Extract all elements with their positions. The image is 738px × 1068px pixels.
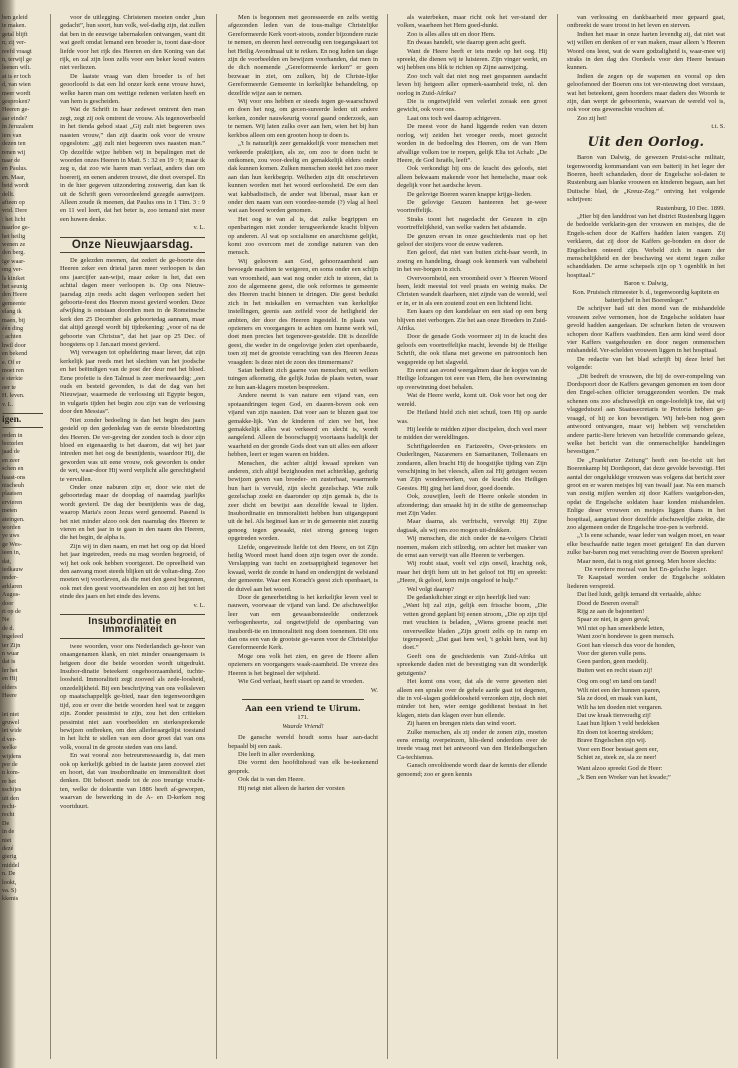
paragraph: Het komt ons voor, dat als de verre geweten niet alleen een sprake over de gehele aarde gaat tot degenen, die in vol-slagen goddeloosheid verzonken zijn, doch niet minder tot hen, wier eenige goddienst bestaat in het klagen, niets dan klagen over hun ellende. xyxy=(397,678,547,719)
paragraph: Indien het maar in onze harten levendig zij, dat niet wat wij willen en denken of er van maken, maar alleen 's Heeren Woord ons leest, wat de ware godzaligheid is, waar-mee wij straks in den dag des Oordeels voor den Heere bestaan kunnen. xyxy=(567,30,725,72)
cutoff-line: e sterkte xyxy=(2,375,23,383)
cutoff-line: ier Zijn xyxy=(2,641,21,649)
cutoff-line: en Hij xyxy=(2,675,18,683)
cutoff-line: orden in xyxy=(2,431,23,439)
cutoff-line: den Heere xyxy=(2,291,28,299)
paragraph: Ook dat is van den Heere. xyxy=(238,776,305,784)
paragraph: Door de geneerbeiding is het kerkelijke leven veel te nauwen, voorwaar de vijand van land. De afschuwelijke leer van een gewaasbonsteelde onderzoek verbogenheerte, zal ongetwijfeld de openbaring van insubordi-tie en immoraliteit nog doen toenemen. Dit ons dan ons een van de grootste ge-varen voor de Christelijke Gereformeerde Kerk. xyxy=(228,594,378,652)
paragraph: Een geloof, dat niet van buiten zicht-baar wordt, in zoeing en handeling, draagt ook kenmerk van valbeheid in het ver-borgen in zich. xyxy=(397,249,547,274)
cutoff-line: iet wide xyxy=(2,727,22,735)
paragraph: Dat lied luidt, gelijk iemand dit vertaalde, aldus: xyxy=(577,591,702,599)
signature: Baron v. Dalwig, xyxy=(624,280,668,288)
cutoff-line: meten xyxy=(2,507,18,515)
paragraph: Een kaars op den kandelaar en een stad op een berg blijven niet verborgen. Zie het aan onze Broeders in Zuid-Afrika. xyxy=(397,308,547,333)
cutoff-line: d ver- xyxy=(2,735,17,743)
paragraph: Zoo is alles alles uit en door Hem. xyxy=(407,30,496,38)
paragraph: Die is ongetwijfeld ven velerlei zoraak een groot gewicht, ook voor ons. xyxy=(397,98,547,114)
cutoff-line: afteen op xyxy=(2,198,25,206)
cutoff-heading: igen. xyxy=(2,413,43,427)
cutoff-line: Augus- xyxy=(2,591,21,599)
poem-line: Brave Engelschen zijn wij. xyxy=(577,737,647,745)
paragraph: En wat vooral zoo betreurenswaardig is, dat men ook op kerkelijk gebied in de laatste jaren zooveel ziet en hoort, dat van insubordinatie en immoraliteit doet denken. Dit behoort mede tot de zoo treurige vrucht-ten, welke de doleantie van 1886 heeft af-geworpen, waarvan de bewerking in de A- en D-kerken nog voortduurt. xyxy=(60,752,205,810)
poem-line: Voor der gieren vulle pens. xyxy=(577,650,647,658)
cutoff-line: reefd vraagt xyxy=(2,47,32,55)
cutoff-line: : het licht xyxy=(2,215,26,223)
paragraph: Indien de zegen op de wapenen en vooral op den geloofsmoed der Boeren ons tot ver-nieuwing doet verstaan, wat het beteekent, geen hoorders maar daders des Woords te zijn, dan werpt de geboortenis, waarvan de wereld vol is, ook voor ons gewenschte vruchten af. xyxy=(567,72,725,114)
cutoff-line: welke xyxy=(2,744,17,752)
poem-line: Dat uw kraak tienvoudig zij! xyxy=(577,711,652,719)
cutoff-line: ge Wes- xyxy=(2,540,22,548)
paragraph: Moge ons volk het zien, en geve de Heere allen opzieners en voorgangers waak-zaamheid. De vreeze des Heeren is het beginsel der wijsheid. xyxy=(228,652,378,677)
column-divider xyxy=(387,14,388,1059)
cutoff-line: beid wordt xyxy=(2,182,29,190)
cutoff-line: onder- xyxy=(2,574,19,582)
paragraph: Wij roubt staat, voelt vel zijn onwil, krachtig ook, maar het drijft hem uit in het geloof tot Hij en spreekt: „Heere, ik geloof, kom mijn ongeloof te hulp.” xyxy=(397,560,547,585)
paragraph: Gansch onvoldoende wordt daar de kennis der ellende genoemd; zoo er geen kennis xyxy=(397,762,547,778)
paragraph: De laatste vraag van dien broeder is of het geoorloofd is dat een lid onzer kerk eene vrouw huwt, welke haren man om wettige redenen verlaten heeft en van hem is gescheiden. xyxy=(60,72,205,106)
paragraph: Het oog te van al is, dat zulke begrippen en openbaringen niet zonder terugwerkende kracht blijven op anderen. Al wat op socialisme en anarchisme gelijkt, komt zoo overcom met de zondige naturen van den mensch. xyxy=(228,215,378,257)
cutoff-line: plaatsen xyxy=(2,490,23,498)
cutoff-line: ateingen. xyxy=(2,515,25,523)
cutoff-line: dat is xyxy=(2,658,16,666)
cutoff-line: recht xyxy=(2,811,15,819)
paragraph: Zulke menschen, als zij onder de zonen zijn, moeten eens ernstig overpeinzen, hlis-dend onderdom over de treede vraag met het antwoord van den Heidelbergschen Ca-techismus. xyxy=(397,728,547,761)
cutoff-line: ler het xyxy=(2,666,18,674)
cutoff-line: d, van wien xyxy=(2,81,31,89)
paragraph: Wie God verlaat, heeft staart op zand te vroeden. xyxy=(238,678,364,686)
cutoff-line: ingeleed xyxy=(2,633,23,641)
cutoff-line: Ne xyxy=(2,616,10,624)
paragraph: „'t Is natuurlijk zeer gemakkelijk voor menschen met verkeerde praktijken, als ze, om zoo te doen tucht te ontkomen, zou voor-deelig en gemakkelijk elders onder dak kunnen komen. Zulken menschen steekt het zoo meer aan dan hun kerkbegrip. Welheden zijn dit onschrieven kunnen worden met het woord eerloosheid. De een dan wat kabbadistisch, de ander wat liberaal, maar kan er onder den naam van een voordee-nemde (?) vlag al heel wat aan boord worden genomen. xyxy=(228,140,378,215)
cutoff-line: wijdens xyxy=(2,752,22,760)
paragraph: Wij voor ons hebben er steeds tegen ge-waarschuwd en doen het nog, om gecen-sureerde leden uit andere kerken, zonder nauwkeurig vooraf gaand onderzoek, aan te nemen. Wij laten zulks over aan hen, wien het bij hun kerkbos alleen om een grooten hoop te doen is. xyxy=(228,98,378,139)
cutoff-line: en Paulus. xyxy=(2,165,28,173)
poem-line: Oog om oog! en tand om tand! xyxy=(577,678,657,686)
paragraph: Niet zonder bedoeling is dan het begin des jaars gesteld op den gedenkdag van de eerste bloedstorting des Heeren. De ver-geving der zonden toch is door zijn bloed en eigenaardig is het daarom, dat wij het jaar intreden met het oog de besnijdenis, waardoor Hij, die geworden was uit eene vrouw, ook geworden is onder de wet, waar-door Hij werd verplicht alle gerechtigheid te vervullen. xyxy=(60,416,205,483)
paragraph: Door de genade Gods voormeer zij in de kracht des geloofs een voortreffelijke macht, levende bij de Heilige Schrift, die ook tilana met gewone en patroontoch hen wegspreide op het slagveld. xyxy=(397,333,547,366)
paragraph: „'t Is eene schande, waar leder van walgen moet, en waar elke beschaafde natie tegen moet getuigen! En dan durven zulke bar-baren nog met verachting over de Boeren spreken! xyxy=(567,532,725,557)
cutoff-line: gierig xyxy=(2,853,17,861)
column-4 xyxy=(567,14,725,1059)
cutoff-line: gesproken? xyxy=(2,98,31,106)
poem-line: En doen tot koering strekken; xyxy=(577,728,654,736)
paragraph: De meest voor de hand liggende reden van dezen oorlog, wij zeiden het vroeger reeds, moet gezocht worden in de bedoeling des Heeren, om de van Hem afvallige volken toe te roepen, gelijk Elia tot Achab: „De Heere, de God Israëls, leeft”. xyxy=(397,123,547,164)
paragraph: De gansche wereld houdt soms haar aan-dacht bepaald bij een zaak. xyxy=(228,734,378,750)
cutoff-line: wenen ze xyxy=(2,240,26,248)
signature: t.t. S. xyxy=(711,123,725,131)
poem-line: Wil niet op han smeekbede letten, xyxy=(577,624,665,632)
cutoff-line: ben geleid xyxy=(2,14,28,21)
paragraph: Zijn wij in dien naam, en met het oog op dat bloed het jaar ingetreden, reeds nu mag worden begroeid, of wij het ook ook hebben voortgezet. De opreelheid van den aanvang moet steeds blijken uit de voltan-ding. Zoo moeten wij voortleven, als die met den geest begonnen, ook met den geest voortwandelen en zoo zij het tot het einde des jaars en het einde des levens. xyxy=(60,542,205,601)
cutoff-line: en. Maar, xyxy=(2,173,26,181)
cutoff-line: hwil door xyxy=(2,341,26,349)
paragraph: Zoo zij het! xyxy=(577,114,608,122)
cutoff-line: De xyxy=(2,819,10,827)
paragraph: Baron van Dalwig, de gewezen Pruisi-sche militair, tegenwoordig kommandant van een batterij in het leger der Boeren, heeft schandaden, door de Engelsche sol-daten te Rustenburg aan blanke vrouwen en kinderen begaan, aan het Duitsche blad, de „Kreuz-Zeg.” ontving het volgende schrijven: xyxy=(567,154,725,204)
poem-line: Buiten wet en recht staan zij! xyxy=(577,666,653,674)
column-divider xyxy=(216,14,217,1059)
cutoff-line: het seunig xyxy=(2,283,28,290)
column-divider xyxy=(50,14,51,1059)
paragraph: De schrijver had uit den mond van de mishandelde vrouwen zelve vernomen, hoe de Engelsche soldaten haar gevold hadden aangedaan. De schurken lieten de vrouwen schopen door Kaffers vastbinden. Een arm kind werd door vier Kaffers vastgehouden en door negen onmenschen mishandeld. Ver-schelden vrouwen liggen in het hospitaal. xyxy=(567,305,725,355)
article-heading-nieuwjaarsdag: Onze Nieuwjaarsdag. xyxy=(60,237,205,253)
cutoff-line: ieen in, xyxy=(2,549,21,557)
cutoff-line: meer wordt xyxy=(2,89,31,97)
cutoff-line: v. L. xyxy=(2,400,14,408)
poem-line: Want zoo'n hondevee is geen mensch. xyxy=(577,633,675,641)
cutoff-line: het heilig xyxy=(2,232,26,240)
cutoff-line: aar einde? xyxy=(2,114,28,122)
paragraph: De geuzen ervan in onze geschiedenis rust op het geloof der stoijers voor de eeuw vaderen. xyxy=(397,232,547,248)
paragraph: „Dit bedreft de vrouwen, die bij de over-rompeling van Dordspoort door de Kaffers gevangen genomen en toen door den Engel-schen officier teruggezonden worden. De mak schenen ons zoo afschuwelijk en onge-loofelijk toe, dat wij vlaggeduiszel aan Staatssecretaris te Pretoria hebben ge-vraagd, of hij ze kon bevestigen. Wij heb-ben nog geen antwoord ontvangen, maar wij hebben wij verscheiden andere partic-liere brieven van hetzelfde commando geleze, welke het bericht van die onmenschelijke handelingen bevestigen.” xyxy=(567,372,725,456)
cutoff-line: dellt. xyxy=(2,190,15,198)
cutoff-line: naar de xyxy=(2,156,21,164)
paragraph: Onder onze naburen zijn er, door wie niet de geboortedag maar de doopdag of naamdag jaarlijks wordt gevierd. De dag der besnijdenis was de dag, waarop Maria's zoon Jezus werd genoemd. Pasend is het niet minder alzoo ook den naamdag des Heeren te vieren en het jaar in te gaan in den naam des Heeren, die het begin, de alpha is. xyxy=(60,483,205,542)
cutoff-line: leenen wilt. xyxy=(2,64,31,72)
poem-line: Dood de Boeren overal! xyxy=(577,599,640,607)
article-heading-oorlog: Uit den Oorlog. xyxy=(587,134,705,150)
signature: W. xyxy=(370,686,378,694)
poem-line: Schiet ze, steek ze, sla ze neer! xyxy=(577,753,657,761)
paragraph: Straks toont het nagedacht der Geuzen in zijn voortreffelijkheid, van welke vaders het afstamde. xyxy=(397,215,547,232)
letter-number: 171. xyxy=(297,714,309,722)
poem-line: Spaar ze niet, in geen geval; xyxy=(577,616,650,624)
poem-line: Voor een Boer bestaat geen eer, xyxy=(577,745,659,753)
cutoff-line: e. Of er xyxy=(2,358,21,366)
poem-line: Gooi han vleesch dus voor de honden, xyxy=(577,641,676,649)
cutoff-line: worden xyxy=(2,523,21,531)
cutoff-line: iers van xyxy=(2,131,22,139)
cutoff-line: Heeren ge- xyxy=(2,106,30,114)
cutoff-line: maen, bij xyxy=(2,316,26,324)
paragraph: twee woorden, voor ons Nederlandsch ge-hoor van onaangenamen klank, en niet minder onaangenaam is hetgeen door die beide woorden wordt uitgedrukt. Insubor-dinatie beteekent ongehoorzaamheid, tuchte-loosheid. Immoraliteit zegt zooveel als zede-loosheid, onzedelijkheid. Bij een beschrijving van ons volksleven op maatschappelijk ge-bied, naar den tegenwoordigen tijd, zou er over die beide woorden heel wat te zeggen zijn. Zonder pessimist te zijn, zou het den critieken pessimist niet aan voorbeelden en sterkesprekende bewijzen ontbreken, om den allerleraargelijst toestand in het licht te stellen van een door groei dat van ons volk, vooral in de groote steden van ons land. xyxy=(60,642,205,751)
paragraph: En eerst aan avond weergalmen daar de kopjes van de Heilige lofzangen tot eere van Hem, die hen overwinning op overwinning doet behalen. xyxy=(397,367,547,391)
paragraph: Wij verwagen tot opheldering maar liever, dat zijn kerkelijk jaar reeds met het slechten van het joodsche en het beëindigen van de post der deur met het bloed. Eene profetie is den Talmud is zeer merkwaardig: „een ouds en besteid gevonden, is dat de dag van het Nieuwjaar, waarmede de verlossing uit Egypte begon, in vulgaris tijden het begin zou zijn van de verlossing door den Messias”. xyxy=(60,349,205,416)
salutation: Waarde Vriend! xyxy=(282,722,324,730)
paragraph: Die vormt den hoofdinhoud van elk be-teekenend gesprek. xyxy=(228,759,378,775)
cutoff-line: elders xyxy=(2,683,17,691)
cutoff-line: elang ik xyxy=(2,308,22,316)
cutoff-line: één ding xyxy=(2,325,24,333)
paragraph: De gedankdichter zingt er zijn heerlijk lied van: xyxy=(407,594,531,602)
cutoff-line: ige waar- xyxy=(2,257,26,265)
cutoff-line: gemeente xyxy=(2,299,26,307)
cutoff-lines xyxy=(2,14,43,904)
paragraph: Hij leefde te midden zijner discipelen, doch veel meer te midden der wereldlingen. xyxy=(397,425,547,442)
signature: v. L. xyxy=(193,601,205,609)
cutoff-line: va. S) xyxy=(2,887,17,895)
cutoff-line: arklaren xyxy=(2,582,23,590)
paragraph: Geeft ons de geschiedenis van Zuid-Afrika uit spreekende daden niet de bevestiging van dit wonderlijk getuigenis? xyxy=(397,652,547,677)
paragraph: Die leeft in aller overdenking. xyxy=(238,750,316,758)
cutoff-line: Heere xyxy=(2,692,17,700)
dateline: Rustenburg, 10 Dec. 1899. xyxy=(656,204,725,212)
paragraph: Overvoornheid, een vroomheid over 's Heeren Woord heen, leidt meestal tot veel praats en weinig maks. De Christen wandelt daarheen, niet zijnde van de wereld, wel er in, er in als een zoutend zout en een lichtend licht. xyxy=(397,274,547,307)
poem-line: Geen pardon, geen medelij. xyxy=(577,658,648,666)
paragraph: De redactie van het blad schrijft bij deze brief het volgende: xyxy=(567,355,725,372)
cutoff-line: re het xyxy=(2,777,16,785)
paragraph: De gelovige Geuzen hanteeren het ge-weer voortreffelijk. xyxy=(397,198,547,215)
signature-title: Kon. Pruisisch ritmeester b. d., tegenwoordig kapitein en batterijchef in het Boerenleger.” xyxy=(572,288,720,304)
paragraph: Men is begonnen met georesseerde en zelfs wettig afgezonden leden van de tous-malige Christelijke Gereformeerde Kerk voort-stoots, zonder bijzondere ruzie te nemen, en deeren heel eenvoudig een toegangskaart tot het Heilig Avondmaal uit te reiken. En nog luden tan dage zijn de voorbeelden en bewijzen voorhanden, dat men in de dich noemende „Gereformeerde kerken” er geen bezwaar in ziet, om zulken, bij de Christe-lijke Gereformeerde Gemeente in kerkelijke behandeling, op dezelfde wijze aan te nemen. xyxy=(228,14,378,97)
cutoff-line: lookt, xyxy=(2,878,17,886)
cutoff-line: por de xyxy=(2,760,18,768)
cutoff-line: dezen ten xyxy=(2,140,26,148)
column-cutoff xyxy=(2,14,43,1059)
article-heading-vriend: Aan een vriend te Uirum. xyxy=(245,702,361,713)
cutoff-line: oer te xyxy=(2,383,16,391)
cutoff-line: niet xyxy=(2,836,12,844)
paragraph: De Heiland hield zich niet schuil, toen Hij op aarde was. xyxy=(397,409,547,425)
column-1 xyxy=(60,14,205,1059)
cutoff-line: moet ren xyxy=(2,367,24,375)
cutoff-line: recht- xyxy=(2,802,17,810)
column-3 xyxy=(397,14,547,1059)
cutoff-line: n. De xyxy=(2,870,16,878)
poem-line: Laat hun lijken 't veld bedekken xyxy=(577,720,660,728)
cutoff-line: dezé xyxy=(2,845,14,852)
cutoff-line: jaad de xyxy=(2,448,20,456)
column-2 xyxy=(228,14,378,1059)
cutoff-line: iedkauw xyxy=(2,566,23,573)
cutoff-line: H. leven. xyxy=(2,392,25,400)
cutoff-line: en zeer xyxy=(2,456,20,464)
paragraph: voor de uitlegging. Christenen moeten onder „hun gedacht”, hun soort, hun volk, wel-dadig zijn, dat zullen dat ben in de eeuwige tabernakelen ontvangen, want dit wat geeft omdat lemand een broeder is, toont daar-door liefde voor het rijk des Heeren en den Koning van dat rijk, en zal zijn loon zelfs voor een beker koud waters niet verliezen. xyxy=(60,14,205,72)
cutoff-line: n kom- xyxy=(2,769,20,777)
cutoff-line: in Jeruzalem xyxy=(2,123,34,131)
paragraph: Maar neen, dat is nog niet genoeg. Men hoore slechts: xyxy=(577,557,717,565)
subheading: De verdere moraal van het En-gelsche leger. xyxy=(584,566,708,573)
cutoff-line: uit den xyxy=(2,794,20,802)
cutoff-line: ye uws xyxy=(2,532,20,540)
cutoff-line: ri op de xyxy=(2,608,21,616)
column-divider xyxy=(557,14,558,1059)
poem-line: Sla ze dood, en maak van kant, xyxy=(577,695,658,703)
poem-line: Wilt niet een der hunnen sparen, xyxy=(577,686,661,694)
paragraph: Ook verkondigt hij ons de kracht des geloofs, niet alleen bekwaam makende voor het hemelsche, maar ook degelijk voor het aardsche leven. xyxy=(397,165,547,190)
signature: v. L. xyxy=(193,224,205,232)
cutoff-line: at is er toch xyxy=(2,72,31,80)
paragraph: Ook, zouwijlen, leeft de Heere onkele stonden in afzondering; dan smaakt hij in de stilte de gemeenschap met Zijn Vader. xyxy=(397,493,547,517)
cutoff-line: te maken. xyxy=(2,22,27,30)
cutoff-line: getal blijft xyxy=(2,30,28,38)
cutoff-line: n, terwijl ge xyxy=(2,56,32,64)
cutoff-line: gruwel xyxy=(2,718,20,726)
paragraph: „'k Ben een Wreker van het kwade;” xyxy=(577,773,671,781)
paragraph: Te Kaapstad worden onder de Engelsche soldaten liederen verspreid. xyxy=(567,574,725,590)
paragraph: Andere neemt is van nature een vijand van, een spotaandringen tegen God, en daaren-boven ook een vijand van zijn naasten. Dat voer aan te bluzen gaat toe gemakke-lijk. Van de kinderen of zien we het, hoe gemakkelijk alles wat verkeerd en slecht is, wordt aangelend. Alleen de boorschappij voortaans hadelijk der waarheid en der gronde Gods doet van uit alles een afkeer hebben, leert er tegen waren en bidden. xyxy=(228,392,378,459)
poem xyxy=(567,600,725,763)
cutoff-line: ervieren xyxy=(2,498,23,506)
cutoff-line: borzelen xyxy=(2,439,24,447)
paragraph: Wat de Heere werkt, komt uit. Ook voor het oog der wereld. xyxy=(397,392,547,408)
article-heading-insubordinatie: Insubordinatie en Immoraliteit xyxy=(60,614,205,639)
paragraph: Maar daarna, als verfrischt, vervolgt Hij Zijne dagtaak, als wij ons zoo mogen uit-drukken. xyxy=(397,518,547,534)
cutoff-line: de d. xyxy=(2,624,15,632)
cutoff-line: den berg. xyxy=(2,249,25,257)
paragraph: En dwaas handelt, wie daarop geen acht geeft. xyxy=(407,39,527,47)
paragraph: Wat de Schrift in haar zedewet omtrent den man zegt, zegt zij ook omtrent de vrouw. Als tegenoverbeeld in het tienda gebod staat „Gij zult niet begeeren uws naasten vrouw,” dan zijt daarin ook voor de vrouw opgesloten: „gij zult niet begeeren uws naasten man.” Op dezelfde wijze hebben wij in bepalingen met de woorden onzes Heeren in Matt. 5 : 32 en 19 : 9; maar ik zeg u, dat zoo wie haren man verlaat, anders dan om hoererij, en eenen anderen trouwt, die doet overspel. En in de hier gegeven uitzondering zouwerig, dan kan ik uit de Schrift geen veroordeelend gezegde aanwijzen. Alleen zoude ik meenen, dat Paulus ons in 1 Tim. 3 : 9 en 11 wel leert, dat het beter is, zoo iemand niet meer een huwen denke. xyxy=(60,106,205,223)
cutoff-line: ls kiniket xyxy=(2,274,25,282)
paragraph: Wij menschen, die zich onder de na-volgers Christi noemen, maken zich stilzedig, om achter het masker van de ernst aan verwijt van alle Heeren te verbergen. xyxy=(397,535,547,559)
cutoff-line: in de xyxy=(2,828,15,836)
divider xyxy=(242,699,364,700)
paragraph: „Hier bij den landdrost van het district Rustenburg liggen de bedoelde verklarin-gen der vrouwen en meisjes, die de Engels-schen door de Kaffers hadden laten vangen. Zij verklaren, dat zij door de Kaffers ge-bonden en door de Engelschen onteerd zijn. Verbeld zich in naam der menschelijkheid en der beschaving we stemt tegen zulke schanddaden. De arme schepsels zijn op 't ogenblik in het hospitaal.” xyxy=(567,212,725,279)
cutoff-line: n; zij ver- xyxy=(2,39,26,47)
cutoff-line: vrid. Dere xyxy=(2,207,28,215)
cutoff-line: sschijes xyxy=(2,786,22,794)
cutoff-line: renen wij xyxy=(2,148,26,156)
paragraph: De „Frankfurter Zeitung” heeft een be-richt uit het Boerenkamp bij Dordspoort, dat deze gevolde bevestigt. Het aantal der ongelukkige vrouwen was volgens dat bericht zeer groot en er waren meisjes bij van twaalf jaar. Na een marsch van zestig mijlen werden zij door Kaffers vastgebon-den, opdat de Engelsche soldaten haar konden mishandelen. Enlige deser vrouwen en meisjes liggen thans in het hospitaal, aangetast door dezelfde afschuwelijke ziekte, die zoo algemeen onder de Engelsche troe-pen is verbreid. xyxy=(567,456,725,531)
paragraph: Schriftgeleerden en Farizeeërs, Over-priesters en Ouderlingen, Nazareners en Samaritanen, Tollenaars en zondaren, allen bracht Hij de hoogstijke tijding van Zijn verschijning in het vleesch, allen zal Hij getuigen wezen van Zijn wonderwerken, van de kracht des Heiligen Geestes. Hij ging het land door, goed doende. xyxy=(397,442,547,492)
paragraph: De gelezden meenen, dat zedert de ge-boorte des Heeren zeker een drietal jaren meer verloopen is dan ons jaarcijfer aan-wijst, maar zeker is het, dat een achttal dagen meer verloopen is. Op ons Nieuw-jaarsdag zijn reeds acht dagen verloopen sedert het geboorte-feest des Heeren moest gevierd worden. Deze afwijking is ontstaan doordien men in de Romeinsche kerk den 25 December als geboortedag aannam, maar dat altijd gezegd wordt bij tijdrekening: „voor of na de geboorte van Christus”, dat het jaar op 25 Dec. of hoogstens op 1 Jan.uari moest gevierd. xyxy=(60,256,205,349)
cutoff-line: door xyxy=(2,599,14,607)
paragraph: Hij neigt niet alleen de harten der vorsten xyxy=(238,784,345,792)
paragraph: van verlossing en dankbaarheid mee gepaard gaat, ontbreekt de ware troost in het leven en sterven. xyxy=(567,14,725,30)
paragraph: Laat ons toch wel daarop achtgeven. xyxy=(407,114,502,122)
cutoff-line: : achten xyxy=(2,333,22,341)
paragraph: Satan bedient zich gaarne van menschen, uit welken tuingen afkomstig, die gelijk Judas de plaats weten, waar ze hun aan-klagers moeten bespreeken. xyxy=(228,367,378,391)
cutoff-line: naarloe ge- xyxy=(2,224,30,232)
paragraph: Want de Heere heeft er iets mede op het oog. Hij spreekt, die dienen wij te luisteren. Zijn vinger werkt, en wij hebben ons blik te richten op Zijne aanwijzing. xyxy=(397,47,547,72)
cutoff-line: nischeuh xyxy=(2,481,24,489)
paragraph: Zoo toch valt dat niet nog met gespannen aandacht leven bij hetgeen aller opmerk-saamheid trekt, nl. den oorlog in Zuid-Afrika? xyxy=(397,72,547,97)
cutoff-line: dat, xyxy=(2,557,12,565)
paragraph: als waterbeken, maar richt ook het ver-stand der volken, waarheen het Hem goed-dunkt. xyxy=(397,14,547,30)
poem-quote: „Want hij zal zijn, gelijk een frissche boom, „Die vetten grond geplant bij eenen stroom, „Die op zijn tijd met vruchten is beladen, „Wiens groene pracht met onverwelkte bladen „Zijn groeit zelfs op in ramp en tegenspoed; „Dat gaat hem wel, 't gelukt hem, wat hij doet.” xyxy=(403,602,547,652)
cutoff-line: iet niet xyxy=(2,710,20,718)
paragraph: Want alzoo spreekt God de Heer: xyxy=(577,765,663,773)
paragraph: Wel volgt daarop? xyxy=(407,585,455,593)
cutoff-line: haast-ons xyxy=(2,473,26,481)
paragraph: Wij gelooven aan God, gehoorzaamheid aan bevoegde machten te weigeren, en soms onder een schijn van vroomheid, aan wat nog onder zich te storen, dat is zoo de algemeene geest, die ook reformes te gemeente des Heeren tracht binnen te dringen. Die geest beduikt zich in het miskallen en vernachten van kerkelijke instellingen, geenis aan zeifeld voor de heiligheid der ambten, der door des Heeren ingesteld. In plaats van opzieners en voorgangers te achten om hunne werk wil, doet men precies het tegenover-gestelde. Dit is dezelfde geest, die weder in de ongelovige jeden ziet openbaarde, toen zij met de grootste verachting van des Heeren Jezus vraagden: Is deze niet de zoon des timmermans? xyxy=(228,257,378,366)
cutoff-line: en bekend xyxy=(2,350,28,358)
cutoff-line: schen en xyxy=(2,465,24,473)
poem-line: Rijg ze aan de bajonetten! xyxy=(577,608,645,616)
cutoff-line: middel xyxy=(2,861,20,869)
paragraph: De gelovige Boeren waren knappe krijgs-lieden. xyxy=(407,190,532,198)
paragraph: Menschen, die achter altijd kwaad spreken van anderen, zich altijd bezighouden met achterklap, gedurig bewijzen geven van broeder- en zusterhaat, waarmede hun hart is vervuld, zijn slecht gezelschap. Wie zulk gezelschap zoekt en daaronder op zijn gemak is, die is zeer dicht en bewijst aan dezelfde kwaal te lijden. Insubordinatie en immoraliteit hebben hun uitgangspunt uit de hel. Als beginsel kan er in de gemeente niet zuurtig genoeg tegen gewaakt, niet streng genoeg tegen opgetreden worden. xyxy=(228,459,378,543)
cutoff-line: kkenis xyxy=(2,895,19,903)
cutoff-line: ong ver- xyxy=(2,266,23,274)
cutoff-line: n wuar xyxy=(2,650,20,658)
paragraph: Zij haren en brengen niets dan wind voort. xyxy=(407,720,517,728)
paragraph: Liefde, ongeveinsde liefde tot den Heere, en tot Zijn heilig Woord moet hand doen zijn tegen over de zonde. Verslapping van tucht en zoetsappigheid tegenover het kwaad, werkt de zonde in hand en ondersjijnt de welstand der gemeente. Waar een Korach's geest zich openbaart, is de duivel aan het woord. xyxy=(228,543,378,593)
poem-line: Wilt ha ten doeden niet vergaren. xyxy=(577,703,663,711)
